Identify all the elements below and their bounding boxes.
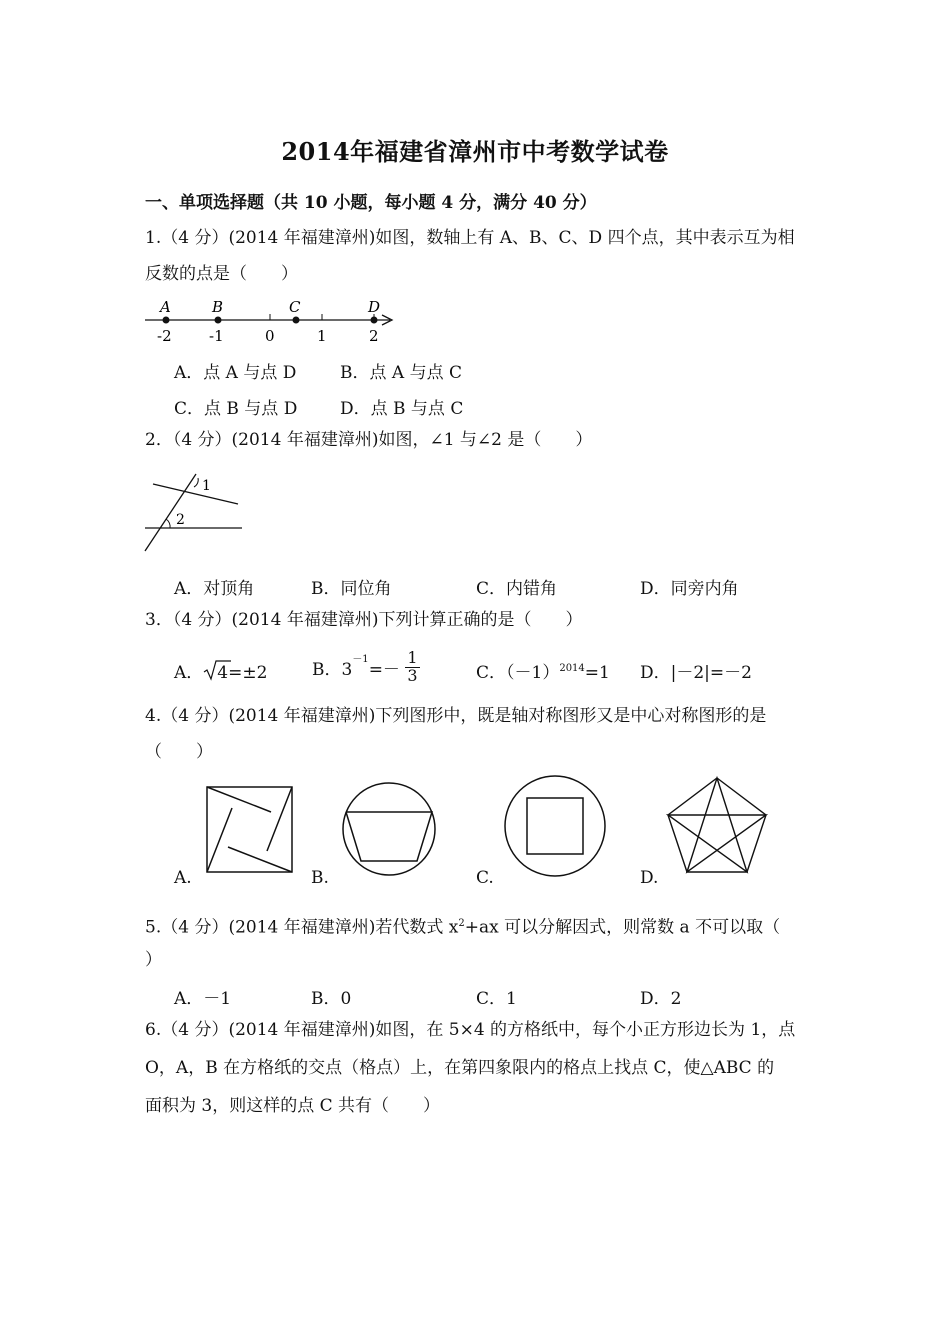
q3-option-b-equals: =－ (368, 660, 400, 680)
q5-text-pre: 5.（4 分）(2014 年福建漳州)若代数式 x (145, 917, 459, 938)
q4-text-line2: （ ） (145, 742, 213, 762)
q3-text-line1: 3．（4 分）(2014 年福建漳州)下列计算正确的是（ ） (145, 610, 583, 630)
fraction-numerator: 1 (407, 648, 418, 668)
sqrt-radicand: 4 (217, 663, 229, 683)
q2-option-d[interactable]: D．同旁内角 (640, 579, 739, 599)
q4-option-d[interactable]: D. (640, 868, 659, 888)
q4-option-c[interactable]: C. (476, 868, 494, 888)
q5-text-post: +ax 可以分解因式，则常数 a 不可以取（ (464, 917, 781, 938)
angle-1-label: 1 (202, 478, 211, 494)
q2-option-b[interactable]: B．同位角 (311, 579, 392, 599)
tick-label-1: 1 (317, 327, 327, 345)
q3-option-b-exponent: －1 (352, 654, 369, 665)
q1-option-b[interactable]: B．点 A 与点 C (340, 363, 462, 383)
q3-option-c-prefix: C．（－1） (476, 663, 560, 683)
q5-option-c[interactable]: C．1 (476, 989, 517, 1009)
figure-a-pinwheel-square (207, 787, 292, 872)
q1-option-c[interactable]: C．点 B 与点 D (174, 399, 298, 419)
q1-text-line1: 1.（4 分）(2014 年福建漳州)如图，数轴上有 A、B、C、D 四个点，其中表示互为相 (145, 228, 795, 248)
q6-text-line1: 6.（4 分）(2014 年福建漳州)如图，在 5×4 的方格纸中，每个小正方形边长为 1，点 (145, 1020, 796, 1040)
q5-text-line2: ） (145, 950, 162, 970)
angle-2-label: 2 (176, 512, 185, 528)
point-a-label: A (160, 298, 171, 316)
point-b-label: B (212, 298, 224, 316)
q3-option-b-prefix: B．3 (312, 660, 353, 680)
figure-c-circle-square (505, 776, 605, 876)
q4-text-line1: 4.（4 分）(2014 年福建漳州)下列图形中，既是轴对称图形又是中心对称图形的是 (145, 706, 767, 726)
section-heading: 一、单项选择题（共 10 小题，每小题 4 分，满分 40 分） (145, 193, 597, 213)
point-d-label: D (368, 298, 381, 316)
q2-option-a[interactable]: A．对顶角 (174, 579, 255, 599)
q6-text-line2: O，A，B 在方格纸的交点（格点）上，在第四象限内的格点上找点 C，使△ABC 的 (145, 1058, 775, 1078)
fraction-denominator: 3 (407, 666, 418, 685)
q2-text-line1: 2．（4 分）(2014 年福建漳州)如图，∠1 与∠2 是（ ） (145, 430, 593, 450)
q4-option-b[interactable]: B. (311, 868, 329, 888)
point-c-label: C (289, 298, 301, 316)
q6-text-line3: 面积为 3，则这样的点 C 共有（ ） (145, 1096, 441, 1116)
q3-option-c-exponent: 2014 (559, 663, 585, 674)
tick-label-0: 0 (265, 327, 275, 345)
q3-option-d[interactable]: D．|－2|=－2 (640, 663, 752, 683)
q3-option-a-prefix: A． (174, 663, 204, 683)
tick-label-2: 2 (369, 327, 379, 345)
q2-option-c[interactable]: C．内错角 (476, 579, 558, 599)
figure-b-circle-trapezoid (343, 783, 435, 875)
q1-text-line2: 反数的点是（ ） (145, 264, 298, 284)
q5-option-a[interactable]: A．－1 (174, 989, 232, 1009)
q5-text-line1 (145, 906, 780, 946)
q5-option-b[interactable]: B．0 (311, 989, 352, 1009)
page-title: 2014年福建省漳州市中考数学试卷 (281, 137, 669, 166)
q1-option-d[interactable]: D．点 B 与点 C (340, 399, 464, 419)
tick-label--1: -1 (209, 327, 224, 345)
q5-exponent: 2 (458, 918, 465, 929)
q3-option-a-rest: =±2 (228, 663, 268, 683)
q4-option-a[interactable]: A. (174, 868, 192, 888)
q3-option-c-rest: =1 (584, 663, 610, 683)
q1-option-a[interactable]: A．点 A 与点 D (174, 363, 297, 383)
tick-label--2: -2 (157, 327, 172, 345)
q5-option-d[interactable]: D．2 (640, 989, 682, 1009)
figure-d-pentagon-star (668, 778, 766, 872)
